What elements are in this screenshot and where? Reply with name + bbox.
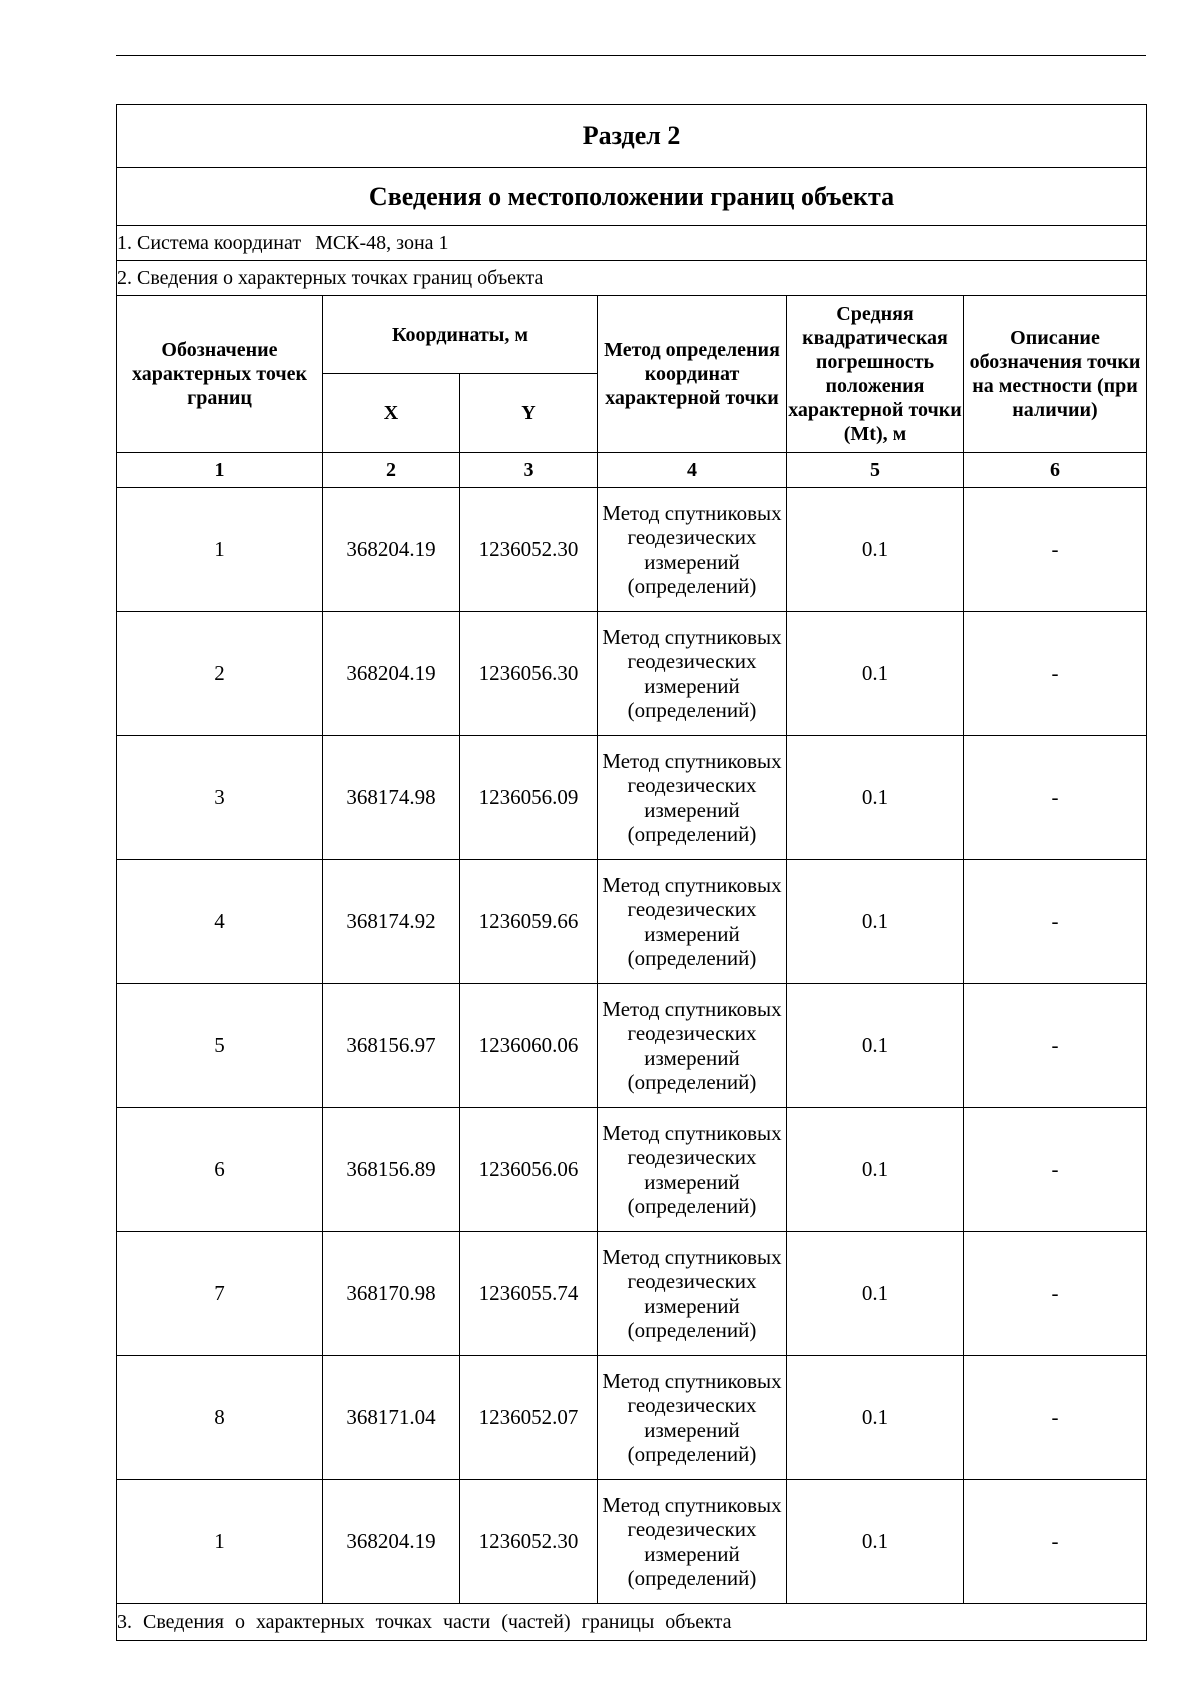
point-id: 1 — [117, 1480, 323, 1604]
coord-y: 1236059.66 — [460, 860, 598, 984]
method: Метод спутниковых геодезических измерений (определений) — [598, 860, 787, 984]
mt-value: 0.1 — [787, 736, 964, 860]
column-number: 6 — [964, 453, 1147, 488]
coord-x: 368204.19 — [323, 612, 460, 736]
coord-y: 1236055.74 — [460, 1232, 598, 1356]
section-subtitle: Сведения о местоположении границ объекта — [117, 168, 1147, 226]
coord-y: 1236052.30 — [460, 1480, 598, 1604]
coord-x: 368204.19 — [323, 1480, 460, 1604]
coord-system-label: 1. Система координат — [117, 231, 302, 254]
coord-x: 368156.97 — [323, 984, 460, 1108]
header-y: Y — [460, 374, 598, 453]
coord-system-value: МСК-48, зона 1 — [315, 231, 449, 254]
coord-y: 1236056.30 — [460, 612, 598, 736]
table-row — [117, 1356, 1147, 1480]
mt-value: 0.1 — [787, 1108, 964, 1232]
table-row — [117, 860, 1147, 984]
parts-heading: 3. Сведения о характерных точках части (частей) границы объекта — [117, 1604, 1147, 1641]
coord-y: 1236060.06 — [460, 984, 598, 1108]
coord-x: 368174.92 — [323, 860, 460, 984]
point-description: - — [964, 1356, 1147, 1480]
column-number: 4 — [598, 453, 787, 488]
point-id: 3 — [117, 736, 323, 860]
point-description: - — [964, 612, 1147, 736]
mt-value: 0.1 — [787, 1480, 964, 1604]
method: Метод спутниковых геодезических измерений (определений) — [598, 984, 787, 1108]
point-description: - — [964, 860, 1147, 984]
point-id: 4 — [117, 860, 323, 984]
point-description: - — [964, 488, 1147, 612]
coord-x: 368156.89 — [323, 1108, 460, 1232]
column-number: 2 — [323, 453, 460, 488]
table-row — [117, 1232, 1147, 1356]
column-number: 5 — [787, 453, 964, 488]
header-error: Средняя квадратическая погрешность положения характерной точки (Mt), м — [787, 296, 964, 453]
points-heading: 2. Сведения о характерных точках границ объекта — [117, 261, 1147, 296]
mt-value: 0.1 — [787, 612, 964, 736]
method: Метод спутниковых геодезических измерений (определений) — [598, 488, 787, 612]
coord-y: 1236056.09 — [460, 736, 598, 860]
method: Метод спутниковых геодезических измерений (определений) — [598, 736, 787, 860]
column-number: 1 — [117, 453, 323, 488]
table-row — [117, 1480, 1147, 1604]
header-coordinates: Координаты, м — [323, 296, 598, 374]
table-row — [117, 1108, 1147, 1232]
header-designation: Обозначение характерных точек границ — [117, 296, 323, 453]
mt-value: 0.1 — [787, 1356, 964, 1480]
point-description: - — [964, 1108, 1147, 1232]
point-id: 8 — [117, 1356, 323, 1480]
table-row — [117, 488, 1147, 612]
section-table — [116, 104, 1147, 1641]
table-row — [117, 736, 1147, 860]
point-description: - — [964, 984, 1147, 1108]
top-rule — [116, 55, 1146, 56]
mt-value: 0.1 — [787, 1232, 964, 1356]
mt-value: 0.1 — [787, 488, 964, 612]
mt-value: 0.1 — [787, 984, 964, 1108]
coord-x: 368174.98 — [323, 736, 460, 860]
column-number: 3 — [460, 453, 598, 488]
point-id: 7 — [117, 1232, 323, 1356]
header-description: Описание обозначения точки на местности (при наличии) — [964, 296, 1147, 453]
table-row — [117, 612, 1147, 736]
coord-x: 368204.19 — [323, 488, 460, 612]
point-description: - — [964, 1480, 1147, 1604]
coord-y: 1236052.07 — [460, 1356, 598, 1480]
table-row — [117, 984, 1147, 1108]
point-id: 1 — [117, 488, 323, 612]
method: Метод спутниковых геодезических измерений (определений) — [598, 1108, 787, 1232]
column-number-row — [117, 453, 1147, 488]
method: Метод спутниковых геодезических измерений (определений) — [598, 1480, 787, 1604]
point-id: 5 — [117, 984, 323, 1108]
header-x: X — [323, 374, 460, 453]
point-description: - — [964, 736, 1147, 860]
coord-system-line — [117, 226, 1147, 261]
coord-x: 368170.98 — [323, 1232, 460, 1356]
coord-y: 1236056.06 — [460, 1108, 598, 1232]
section-title: Раздел 2 — [117, 105, 1147, 168]
method: Метод спутниковых геодезических измерений (определений) — [598, 1356, 787, 1480]
header-method: Метод определения координат характерной точки — [598, 296, 787, 453]
mt-value: 0.1 — [787, 860, 964, 984]
point-id: 2 — [117, 612, 323, 736]
coord-x: 368171.04 — [323, 1356, 460, 1480]
coord-y: 1236052.30 — [460, 488, 598, 612]
point-id: 6 — [117, 1108, 323, 1232]
point-description: - — [964, 1232, 1147, 1356]
method: Метод спутниковых геодезических измерений (определений) — [598, 612, 787, 736]
method: Метод спутниковых геодезических измерений (определений) — [598, 1232, 787, 1356]
